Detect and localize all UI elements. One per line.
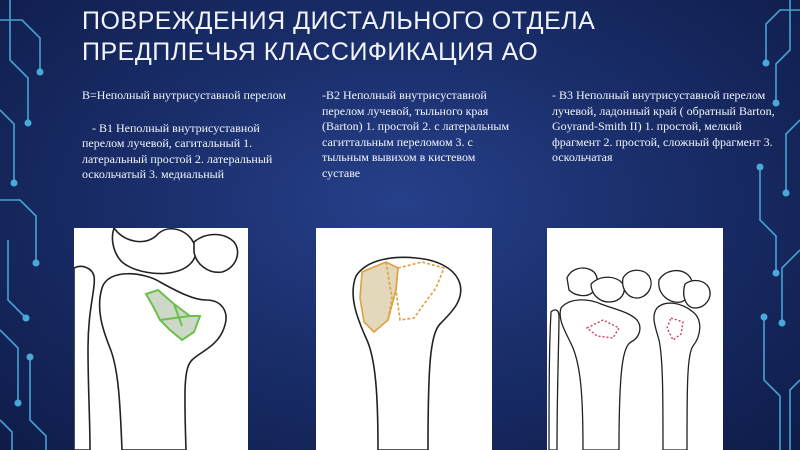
wrist-bones-illustration — [316, 228, 492, 450]
b1-description: - В1 Неполный внутрисуставной перелом лучевой, сагитальный 1. латеральный простой 2. латеральный оскольчатый 3. медиальный — [82, 120, 273, 181]
wrist-bones-illustration — [74, 228, 248, 450]
b3-fracture-diagram — [547, 228, 723, 450]
b1-fracture-diagram — [74, 228, 248, 450]
column-b3 — [552, 88, 777, 166]
slide-title — [82, 6, 742, 68]
wrist-bones-illustration — [547, 228, 723, 450]
column-b2 — [322, 88, 512, 181]
b-heading: В=Неполный внутрисуставной перелом — [82, 88, 286, 102]
b2-description: -В2 Неполный внутрисуставной перелом лучевой, тыльного края (Barton) 1. простой 2. с латеральным сагиттальным переломом 3. с тыльным вывихом в кистевом суставе — [322, 88, 510, 180]
title-line-1: ПОВРЕЖДЕНИЯ ДИСТАЛЬНОГО ОТДЕЛА — [82, 7, 596, 35]
b2-fracture-diagram — [316, 228, 492, 450]
title-line-2: ПРЕДПЛЕЧЬЯ КЛАССИФИКАЦИЯ АО — [82, 38, 539, 66]
b3-description: - В3 Неполный внутрисуставной перелом лучевой, ладонный край ( обратный Barton, Goyrand-Smith II) 1. простой, мелкий фрагмент 2. простой, сложный фрагмент 3. оскольчатая — [552, 88, 775, 164]
circuit-decoration-left — [0, 0, 80, 450]
column-b1 — [82, 88, 300, 183]
